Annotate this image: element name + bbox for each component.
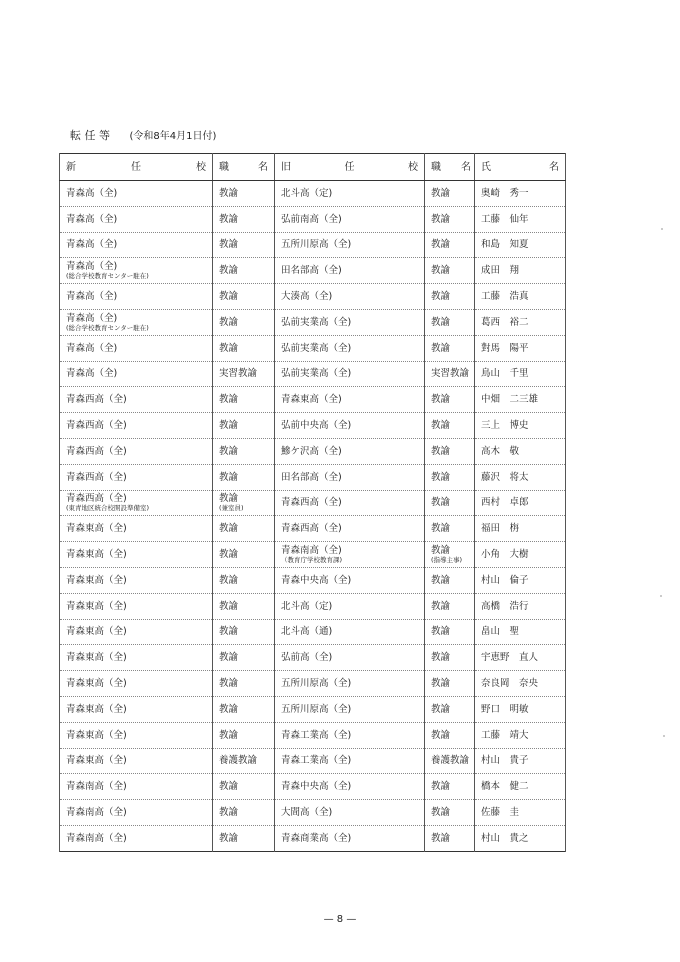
table-header	[60, 154, 566, 181]
old-school-cell	[275, 593, 425, 619]
name-cell: 奈良岡 奈央	[475, 671, 566, 697]
name-cell: 村山 貴子	[475, 748, 566, 774]
old-school: 青森工業高（全)	[281, 755, 352, 767]
new-school: 青森南高（全)	[66, 807, 127, 819]
old-school: 弘前中央高（全)	[281, 420, 352, 432]
new-school-cell	[60, 800, 213, 826]
new-school: 青森高（全)	[66, 187, 118, 199]
table-row	[60, 696, 566, 722]
old-position: 教諭	[431, 600, 451, 612]
position-cell	[213, 593, 275, 619]
position: 教諭	[219, 626, 239, 638]
old-position-cell	[425, 206, 475, 232]
old-school: 弘前実業高（全)	[281, 316, 352, 328]
name-cell: 葛西 裕二	[475, 309, 566, 335]
new-school-cell	[60, 567, 213, 593]
old-school-cell	[275, 722, 425, 748]
header-row	[60, 154, 566, 181]
new-school-cell	[60, 645, 213, 671]
old-school-cell	[275, 645, 425, 671]
old-school: 田名部高（全)	[281, 265, 342, 277]
old-position-cell	[425, 490, 475, 516]
old-school-cell	[275, 800, 425, 826]
old-school-cell	[275, 490, 425, 516]
old-school: 田名部高（全)	[281, 471, 342, 483]
new-school: 青森東高（全)	[66, 574, 127, 586]
name-cell: 西村 卓郎	[475, 490, 566, 516]
position-cell	[213, 232, 275, 258]
scan-speck	[660, 595, 662, 597]
old-position-cell	[425, 567, 475, 593]
old-school: 弘前高（全)	[281, 652, 333, 664]
name-cell: 三上 博史	[475, 413, 566, 439]
new-school-cell	[60, 748, 213, 774]
old-school: 鰺ケ沢高（全)	[281, 445, 342, 457]
old-school-cell	[275, 309, 425, 335]
old-position: 教諭	[431, 729, 451, 741]
old-school-cell	[275, 387, 425, 413]
old-position-cell	[425, 361, 475, 387]
old-school-cell	[275, 361, 425, 387]
name-cell: 宇恵野 直人	[475, 645, 566, 671]
old-position: 教諭	[431, 545, 451, 557]
old-position-cell	[425, 774, 475, 800]
new-school: 青森高（全)	[66, 213, 118, 225]
name-cell: 村山 貴之	[475, 825, 566, 851]
new-school-cell	[60, 619, 213, 645]
new-school: 青森西高（全)	[66, 420, 127, 432]
old-position-cell	[425, 438, 475, 464]
new-school-cell	[60, 671, 213, 697]
old-school-cell	[275, 464, 425, 490]
new-school: 青森東高（全)	[66, 523, 127, 535]
new-school-cell	[60, 696, 213, 722]
table-row	[60, 309, 566, 335]
position: 教諭	[219, 703, 239, 715]
position-cell	[213, 516, 275, 542]
new-school-cell	[60, 593, 213, 619]
old-school: 青森商業高（全)	[281, 832, 352, 844]
old-position-cell	[425, 181, 475, 207]
old-position: 教諭	[431, 239, 451, 251]
old-position: 教諭	[431, 394, 451, 406]
old-position-cell	[425, 309, 475, 335]
new-school: 青森東高（全)	[66, 600, 127, 612]
position-cell	[213, 722, 275, 748]
scan-speck	[663, 735, 665, 737]
col-position: 職 名	[213, 154, 275, 181]
old-school-cell	[275, 335, 425, 361]
table-row	[60, 516, 566, 542]
position-cell	[213, 825, 275, 851]
new-school-cell	[60, 438, 213, 464]
section-heading: 転 任 等	[70, 129, 110, 142]
new-school-cell	[60, 490, 213, 516]
old-position-cell	[425, 258, 475, 284]
new-school: 青森西高（全)	[66, 471, 127, 483]
old-school-cell	[275, 696, 425, 722]
old-school-note: （教育庁学校教育課)	[281, 556, 343, 565]
position: 教諭	[219, 549, 239, 561]
old-school: 北斗高（通)	[281, 626, 333, 638]
table-row	[60, 206, 566, 232]
col-old-position: 職 名	[425, 154, 475, 181]
new-school: 青森高（全)	[66, 312, 118, 324]
new-school-cell	[60, 825, 213, 851]
old-school-cell	[275, 206, 425, 232]
effective-date: (令和8年4月1日付)	[129, 131, 217, 142]
table-row	[60, 284, 566, 310]
old-position-cell	[425, 232, 475, 258]
position: 教諭	[219, 678, 239, 690]
position-cell	[213, 671, 275, 697]
old-position-cell	[425, 722, 475, 748]
old-position: 教諭	[431, 420, 451, 432]
new-school: 青森南高（全)	[66, 781, 127, 793]
position-cell	[213, 567, 275, 593]
old-position-cell	[425, 335, 475, 361]
name-cell: 橋本 健二	[475, 774, 566, 800]
name-cell: 工藤 仙年	[475, 206, 566, 232]
old-school-cell	[275, 181, 425, 207]
page-number: — 8 —	[323, 914, 357, 925]
old-school: 北斗高（定)	[281, 187, 333, 199]
old-position: 教諭	[431, 523, 451, 535]
position-note: (兼室員)	[219, 504, 244, 513]
position: 教諭	[219, 781, 239, 793]
position: 実習教諭	[219, 368, 258, 380]
new-school: 青森西高（全)	[66, 445, 127, 457]
new-school-cell	[60, 232, 213, 258]
old-position-cell	[425, 284, 475, 310]
old-position: 教諭	[431, 652, 451, 664]
old-position-cell	[425, 645, 475, 671]
old-position: 教諭	[431, 291, 451, 303]
old-school-cell	[275, 825, 425, 851]
position: 教諭	[219, 316, 239, 328]
new-school: 青森高（全)	[66, 291, 118, 303]
old-school-cell	[275, 438, 425, 464]
position: 教諭	[219, 493, 239, 505]
old-school-cell	[275, 567, 425, 593]
new-school-cell	[60, 774, 213, 800]
old-school-cell	[275, 284, 425, 310]
old-position-note: (指導主事)	[431, 556, 463, 565]
position-cell	[213, 361, 275, 387]
new-school: 青森東高（全)	[66, 755, 127, 767]
old-position-cell	[425, 619, 475, 645]
old-school: 北斗高（定)	[281, 600, 333, 612]
old-school-cell	[275, 413, 425, 439]
old-school-cell	[275, 619, 425, 645]
old-position-cell	[425, 464, 475, 490]
position-cell	[213, 309, 275, 335]
table-body	[60, 181, 566, 852]
name-cell: 佐藤 圭	[475, 800, 566, 826]
new-school: 青森東高（全)	[66, 549, 127, 561]
new-school-cell	[60, 258, 213, 284]
table-row	[60, 335, 566, 361]
table-row	[60, 748, 566, 774]
new-school-cell	[60, 516, 213, 542]
new-school: 青森西高（全)	[66, 394, 127, 406]
old-school: 大間高（全)	[281, 807, 333, 819]
new-school-cell	[60, 206, 213, 232]
old-position-cell	[425, 671, 475, 697]
position: 養護教諭	[219, 755, 258, 767]
old-school: 弘前実業高（全)	[281, 368, 352, 380]
table-row	[60, 361, 566, 387]
old-school-cell	[275, 258, 425, 284]
new-school: 青森東高（全)	[66, 626, 127, 638]
table-row	[60, 542, 566, 568]
name-cell: 中畑 二三雄	[475, 387, 566, 413]
old-position-cell	[425, 800, 475, 826]
table-row	[60, 800, 566, 826]
old-school: 五所川原高（全)	[281, 239, 352, 251]
position-cell	[213, 258, 275, 284]
new-school-cell	[60, 722, 213, 748]
table-row	[60, 464, 566, 490]
old-school: 弘前実業高（全)	[281, 342, 352, 354]
table-row	[60, 387, 566, 413]
old-position: 教諭	[431, 626, 451, 638]
new-school-cell	[60, 387, 213, 413]
table-row	[60, 490, 566, 516]
old-school-cell	[275, 516, 425, 542]
name-cell: 福田 栴	[475, 516, 566, 542]
old-school: 大湊高（全)	[281, 291, 333, 303]
scan-speck	[661, 228, 663, 230]
position: 教諭	[219, 600, 239, 612]
new-school-cell	[60, 464, 213, 490]
position-cell	[213, 490, 275, 516]
position-cell	[213, 774, 275, 800]
new-school-note: (総合学校教育センター駐在)	[66, 272, 149, 281]
name-cell: 高木 敬	[475, 438, 566, 464]
new-school-note: (総合学校教育センター駐在)	[66, 323, 149, 332]
old-school: 青森南高（全)	[281, 545, 342, 557]
old-school: 青森東高（全)	[281, 394, 342, 406]
new-school: 青森高（全)	[66, 239, 118, 251]
name-cell: 工藤 浩真	[475, 284, 566, 310]
old-position: 教諭	[431, 807, 451, 819]
old-position: 教諭	[431, 187, 451, 199]
table-row	[60, 232, 566, 258]
position: 教諭	[219, 523, 239, 535]
old-position: 教諭	[431, 316, 451, 328]
new-school: 青森東高（全)	[66, 703, 127, 715]
table-row	[60, 722, 566, 748]
old-school: 青森西高（全)	[281, 497, 342, 509]
position: 教諭	[219, 213, 239, 225]
col-name: 氏 名	[475, 154, 566, 181]
name-cell: 藤沢 将太	[475, 464, 566, 490]
name-cell: 成田 翔	[475, 258, 566, 284]
table-row	[60, 619, 566, 645]
position-cell	[213, 645, 275, 671]
old-position: 教諭	[431, 574, 451, 586]
old-school: 青森中央高（全)	[281, 574, 352, 586]
position-cell	[213, 619, 275, 645]
old-position: 実習教諭	[431, 368, 470, 380]
position-cell	[213, 413, 275, 439]
old-school-cell	[275, 671, 425, 697]
table-row	[60, 825, 566, 851]
new-school: 青森東高（全)	[66, 729, 127, 741]
old-school: 五所川原高（全)	[281, 678, 352, 690]
name-cell: 對馬 陽平	[475, 335, 566, 361]
position-cell	[213, 335, 275, 361]
position: 教諭	[219, 239, 239, 251]
position: 教諭	[219, 394, 239, 406]
position: 教諭	[219, 807, 239, 819]
table-row	[60, 774, 566, 800]
table-row	[60, 258, 566, 284]
table-row	[60, 181, 566, 207]
new-school: 青森南高（全)	[66, 832, 127, 844]
col-old-school: 旧 任 校	[275, 154, 425, 181]
old-position-cell	[425, 413, 475, 439]
position-cell	[213, 748, 275, 774]
old-school: 青森工業高（全)	[281, 729, 352, 741]
old-position: 教諭	[431, 832, 451, 844]
new-school: 青森高（全)	[66, 342, 118, 354]
position: 教諭	[219, 342, 239, 354]
position: 教諭	[219, 420, 239, 432]
new-school-cell	[60, 309, 213, 335]
name-cell: 村山 倫子	[475, 567, 566, 593]
old-school-cell	[275, 748, 425, 774]
old-position: 教諭	[431, 342, 451, 354]
position-cell	[213, 542, 275, 568]
old-position: 教諭	[431, 445, 451, 457]
old-position-cell	[425, 387, 475, 413]
old-school: 五所川原高（全)	[281, 703, 352, 715]
old-position: 教諭	[431, 213, 451, 225]
name-cell: 畠山 聖	[475, 619, 566, 645]
name-cell: 小角 大樹	[475, 542, 566, 568]
old-position: 教諭	[431, 265, 451, 277]
old-position-cell	[425, 696, 475, 722]
table-row	[60, 671, 566, 697]
new-school: 青森東高（全)	[66, 652, 127, 664]
new-school-cell	[60, 413, 213, 439]
old-position: 教諭	[431, 781, 451, 793]
position-cell	[213, 387, 275, 413]
new-school-cell	[60, 284, 213, 310]
position-cell	[213, 206, 275, 232]
old-position-cell	[425, 825, 475, 851]
position: 教諭	[219, 574, 239, 586]
position-cell	[213, 438, 275, 464]
name-cell: 奥崎 秀一	[475, 181, 566, 207]
new-school-cell	[60, 181, 213, 207]
old-position-cell	[425, 542, 475, 568]
new-school: 青森西高（全)	[66, 493, 127, 505]
new-school: 青森高（全)	[66, 368, 118, 380]
old-position-cell	[425, 748, 475, 774]
old-school: 弘前南高（全)	[281, 213, 342, 225]
old-school: 青森中央高（全)	[281, 781, 352, 793]
old-position-cell	[425, 516, 475, 542]
name-cell: 工藤 靖大	[475, 722, 566, 748]
name-cell: 高橋 浩行	[475, 593, 566, 619]
section-title	[70, 127, 216, 143]
position: 教諭	[219, 729, 239, 741]
old-school-cell	[275, 774, 425, 800]
position: 教諭	[219, 652, 239, 664]
position: 教諭	[219, 471, 239, 483]
col-new-school: 新 任 校	[60, 154, 213, 181]
old-position: 教諭	[431, 678, 451, 690]
position-cell	[213, 696, 275, 722]
new-school-cell	[60, 542, 213, 568]
table-row	[60, 438, 566, 464]
new-school: 青森高（全)	[66, 261, 118, 273]
position: 教諭	[219, 265, 239, 277]
position-cell	[213, 181, 275, 207]
position: 教諭	[219, 832, 239, 844]
table-row	[60, 645, 566, 671]
old-position: 教諭	[431, 497, 451, 509]
old-school: 青森西高（全)	[281, 523, 342, 535]
old-position: 教諭	[431, 471, 451, 483]
name-cell: 鳥山 千里	[475, 361, 566, 387]
table-row	[60, 593, 566, 619]
old-school-cell	[275, 542, 425, 568]
old-school-cell	[275, 232, 425, 258]
name-cell: 和島 知夏	[475, 232, 566, 258]
old-position: 養護教諭	[431, 755, 470, 767]
table-row	[60, 413, 566, 439]
position-cell	[213, 800, 275, 826]
position: 教諭	[219, 445, 239, 457]
new-school-cell	[60, 361, 213, 387]
new-school: 青森東高（全)	[66, 678, 127, 690]
position-cell	[213, 464, 275, 490]
name-cell: 野口 明敏	[475, 696, 566, 722]
old-position-cell	[425, 593, 475, 619]
position: 教諭	[219, 291, 239, 303]
position-cell	[213, 284, 275, 310]
new-school-cell	[60, 335, 213, 361]
position: 教諭	[219, 187, 239, 199]
transfer-table	[59, 153, 566, 852]
new-school-note: (東青地区統合校開設準備室)	[66, 504, 150, 513]
table-row	[60, 567, 566, 593]
old-position: 教諭	[431, 703, 451, 715]
